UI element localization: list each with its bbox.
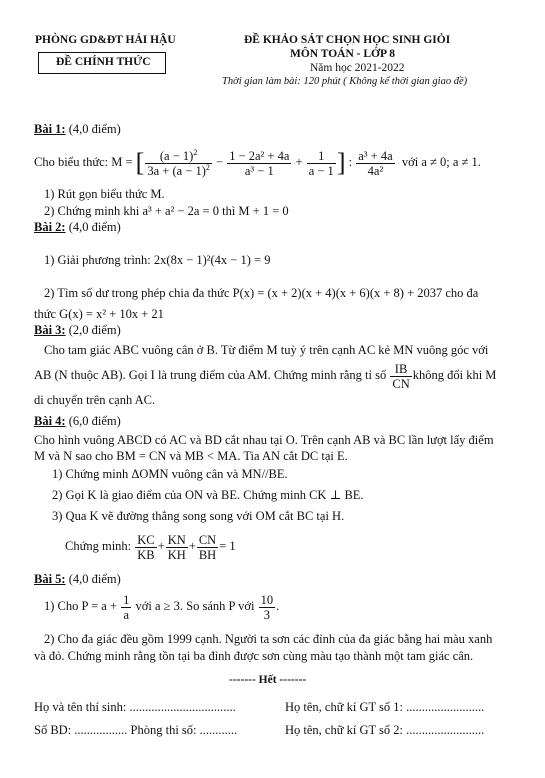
ratio-num: IB bbox=[390, 362, 411, 377]
official-label: ĐỀ CHÍNH THỨC bbox=[56, 56, 151, 68]
candidate-name: Họ và tên thí sinh: .................................. bbox=[34, 700, 236, 714]
bai3-title: Bài 3: bbox=[34, 323, 66, 337]
frac-3-num: 1 bbox=[307, 149, 336, 164]
bai2-points: (4,0 điểm) bbox=[65, 220, 121, 234]
frac-10-over-3 bbox=[259, 593, 276, 622]
frac-3 bbox=[307, 149, 336, 178]
subject: MÔN TOÁN - LỚP 8 bbox=[290, 48, 395, 60]
bai4-line2: M và N sao cho BM = CN và MB < MA. Tia AN cắt DC tại E. bbox=[34, 449, 348, 463]
frac-1-den: 3a + (a − 1) bbox=[147, 163, 206, 178]
bai5-q1a: 1) Cho P = a + bbox=[44, 599, 118, 613]
term-3-num: CN bbox=[198, 532, 217, 547]
frac-2-den: a³ − 1 bbox=[244, 163, 274, 178]
bracket-open: [ bbox=[135, 148, 145, 178]
proctor-1: Họ tên, chữ kí GT số 1: ......................... bbox=[285, 700, 485, 714]
bai5-q2b: và đỏ. Chứng minh rằng tồn tại ba đỉnh được sơn cùng màu tạo thành một tam giác cân. bbox=[34, 649, 474, 663]
bai3-line2b: không đổi khi M bbox=[412, 368, 497, 382]
frac-10-3-num: 10 bbox=[260, 592, 274, 607]
bai2-q2b: thức G(x) = x² + 10x + 21 bbox=[34, 307, 164, 321]
term-cn-bh bbox=[197, 533, 218, 562]
frac-2-num: 1 − 2a² + 4a bbox=[229, 148, 290, 163]
proctor-2: Họ tên, chữ kí GT số 2: ......................... bbox=[285, 723, 485, 737]
bai1-expression: Cho biểu thức: M = [ $\frac{(a - 1)^2}{3a + (a - 1)^2}$ − $\frac{\text{1 − 2a² + 4a}}{\text{a³ − 1}}$ + $\frac{1}{a - 1}$ ] : $\frac{\text{a³ + 4a}}{\text{4a²}}$ với a ≠ 0; a ≠ 1. bbox=[34, 147, 481, 178]
bai3-points: (2,0 điểm) bbox=[65, 323, 121, 337]
bracket-close: ] bbox=[336, 148, 346, 178]
time-note: Thời gian làm bài: 120 phút ( Không kể thời gian giao đề) bbox=[222, 76, 468, 87]
bai1-points: (4,0 điểm) bbox=[65, 122, 121, 136]
bai5-q1c: . bbox=[276, 599, 280, 613]
ratio-ib-cn bbox=[390, 362, 411, 391]
frac-4 bbox=[356, 149, 394, 178]
bai4-cm: Chứng minh: bbox=[65, 539, 132, 553]
term-1-num: KC bbox=[137, 532, 155, 547]
bai1-title: Bài 1: bbox=[34, 122, 66, 136]
frac-10-3-den: 3 bbox=[263, 607, 270, 622]
bai1-intro: Cho biểu thức: M = bbox=[34, 155, 133, 169]
frac-1-over-a bbox=[121, 593, 131, 622]
term-kn-kh bbox=[166, 533, 188, 562]
exam-title: ĐỀ KHẢO SÁT CHỌN HỌC SINH GIỎI bbox=[244, 34, 451, 46]
bai5-points: (4,0 điểm) bbox=[65, 572, 121, 586]
bai1-q1: 1) Rút gọn biểu thức M. bbox=[44, 187, 165, 201]
bai3-line3: di chuyển trên cạnh AC. bbox=[34, 393, 156, 407]
bai3-line2 bbox=[34, 360, 496, 391]
bai2-title: Bài 2: bbox=[34, 220, 66, 234]
term-kc-kb bbox=[135, 533, 156, 562]
term-1-den: KB bbox=[137, 547, 155, 562]
department: PHÒNG GD&ĐT HẢI HẬU bbox=[35, 34, 176, 46]
term-2-num: KN bbox=[167, 532, 186, 547]
bai5-heading bbox=[34, 571, 121, 587]
candidate-number: Số BD: ................. Phòng thi số: ............ bbox=[34, 723, 238, 737]
ratio-den: CN bbox=[392, 376, 410, 391]
bai5-title: Bài 5: bbox=[34, 572, 66, 586]
bai3-heading bbox=[34, 322, 121, 338]
bai2-q1: 1) Giải phương trình: 2x(8x − 1)²(4x − 1) = 9 bbox=[44, 253, 271, 267]
bai2-q2: 2) Tìm số dư trong phép chia đa thức P(x) = (x + 2)(x + 4)(x + 6)(x + 8) + 2037 cho đa bbox=[44, 286, 479, 300]
term-3-den: BH bbox=[198, 547, 217, 562]
bai4-q2: 2) Gọi K là giao điểm của ON và BE. Chứng minh CK ⊥ BE. bbox=[52, 488, 364, 502]
bai4-points: (6,0 điểm) bbox=[65, 414, 121, 428]
frac-1a-num: 1 bbox=[123, 592, 130, 607]
frac-1a-den: a bbox=[123, 607, 130, 622]
end-marker: ------- Hết ------- bbox=[229, 674, 307, 686]
bai1-condition: với a ≠ 0; a ≠ 1. bbox=[401, 155, 481, 169]
frac-1-num: (a − 1) bbox=[159, 148, 194, 163]
bai4-heading bbox=[34, 413, 121, 429]
frac-2 bbox=[227, 149, 291, 178]
bai1-heading bbox=[34, 121, 121, 137]
term-2-den: KH bbox=[167, 547, 186, 562]
bai4-title: Bài 4: bbox=[34, 414, 66, 428]
frac-4-num: a³ + 4a bbox=[358, 148, 393, 163]
frac-1: $\frac{(a - 1)^2}{3a + (a - 1)^2}$ bbox=[147, 147, 210, 178]
bai2-heading bbox=[34, 219, 121, 235]
bai4-proof: Chứng minh: $\frac{KC}{KB}$ + $\frac{KN}{KH}$ + $\frac{CN}{BH}$ = 1 bbox=[65, 532, 236, 562]
bai5-q1b: với a ≥ 3. So sánh P với bbox=[135, 599, 255, 613]
bai4-q1: 1) Chứng minh ΔOMN vuông cân và MN//BE. bbox=[52, 467, 288, 481]
frac-4-den: 4a² bbox=[367, 163, 384, 178]
bai3-line2a: AB (N thuộc AB). Gọi I là trung điểm của AM. Chứng minh rằng tỉ số bbox=[34, 368, 387, 382]
bai5-q2a: 2) Cho đa giác đều gồm 1999 cạnh. Người ta sơn các đỉnh của đa giác bằng hai màu xanh bbox=[44, 632, 493, 646]
bai4-line1: Cho hình vuông ABCD có AC và BD cắt nhau tại O. Trên cạnh AB và BC lần lượt lấy điểm bbox=[34, 433, 494, 447]
school-year: Năm học 2021-2022 bbox=[310, 62, 405, 74]
bai1-q2: 2) Chứng minh khi a³ + a² − 2a = 0 thì M + 1 = 0 bbox=[44, 204, 289, 218]
bai3-line1: Cho tam giác ABC vuông cân ở B. Từ điểm M tuỳ ý trên cạnh AC kẻ MN vuông góc với bbox=[44, 343, 489, 357]
bai4-eq: = 1 bbox=[219, 539, 236, 553]
frac-3-den: a − 1 bbox=[308, 163, 334, 178]
bai4-q3: 3) Qua K vẽ đường thẳng song song với OM cắt BC tại H. bbox=[52, 509, 345, 523]
bai5-q1 bbox=[44, 590, 279, 622]
